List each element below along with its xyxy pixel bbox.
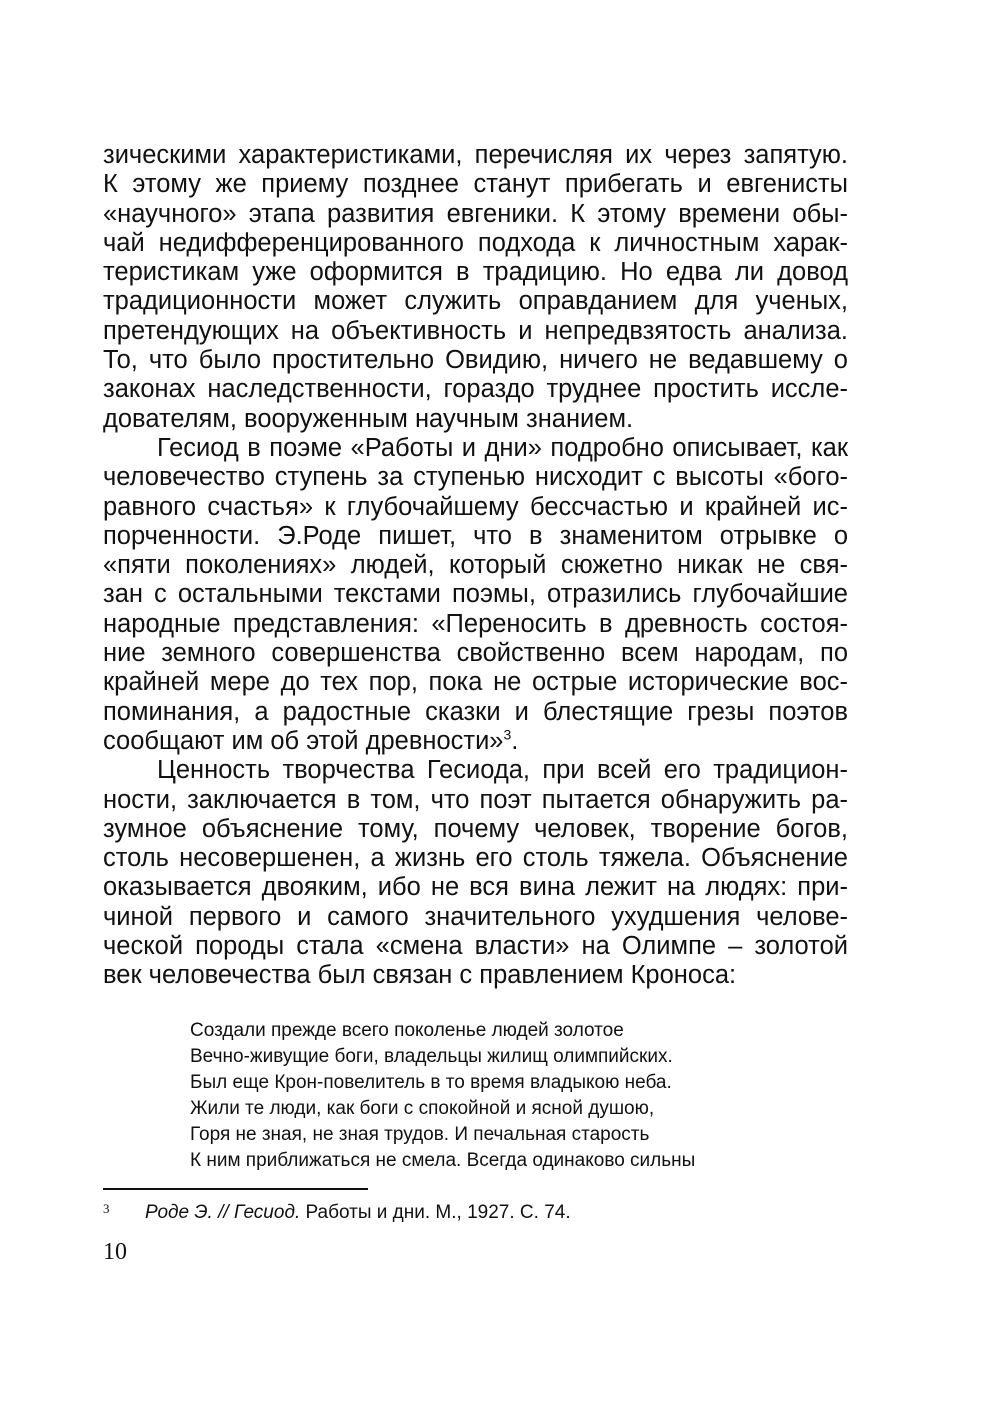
text-line: дователям, вооруженным научным знанием. [103,404,634,433]
text-line: ности, заключается в том, что поэт пытается обнаружить ра- [103,785,848,814]
text-line: век человечества был связан с правлением Кроноса: [103,961,737,990]
text-line: оказывается двояким, ибо не вся вина лежит на людях: при- [103,873,848,902]
verse-line: Был еще Крон-повелитель в то время владыкою неба. [190,1072,672,1093]
text-line: столь несовершенен, а жизнь его столь тяжела. Объяснение [103,844,848,873]
verse-line: К ним приближаться не смела. Всегда одинаково сильны [190,1150,696,1171]
text-line: порченности. Э.Роде пишет, что в знаменитом отрывке о [103,521,848,550]
text-line: поминания, а радостные сказки и блестящие грезы поэтов [103,697,848,726]
verse-quote [190,1018,790,1174]
text-line: Гесиод в поэме «Работы и дни» подробно описывает, как [157,433,848,462]
verse-line: Горя не зная, не зная трудов. И печальная старость [190,1124,650,1145]
text-line: ческой породы стала «смена власти» на Олимпе – золотой [103,932,848,961]
text-line: ние земного совершенства свойственно всем народам, по [103,639,848,668]
text-line: «научного» этапа развития евгеники. К этому времени обы- [103,199,848,228]
text-line: человечество ступень за ступенью нисходит с высоты «бого- [103,463,848,492]
text-line: крайней мере до тех пор, пока не острые исторические вос- [103,668,848,697]
verse-line: Вечно-живущие боги, владельцы жилищ олимпийских. [190,1046,673,1067]
text-line: чай недифференцированного подхода к личностным харак- [103,228,848,257]
text-line: законах наследственности, гораздо труднее простить иссле- [103,375,848,404]
main-text [103,141,848,991]
text-line: зическими характеристиками, перечисляя их через запятую. [103,141,848,169]
footnote-author: Роде Э. // Гесиод. [145,1202,301,1223]
footnote-text [145,1199,571,1227]
text-line [103,727,848,756]
text-line: теристикам уже оформится в традицию. Но едва ли довод [103,258,848,287]
text-line: равного счастья» к глубочайшему бессчастью и крайней ис- [103,492,848,521]
verse-line: Создали прежде всего поколенье людей золотое [190,1020,624,1041]
text-line: зан с остальными текстами поэмы, отразились глубочайшие [103,580,848,609]
footnote [103,1199,848,1227]
text-line: К этому же приему позднее станут прибегать и евгенисты [103,170,848,199]
text-line: зумное объяснение тому, почему человек, творение богов, [103,814,848,843]
footnote-reference: 3 [503,726,512,743]
text-line: претендующих на объективность и непредвзятость анализа. [103,316,848,345]
page-number: 10 [103,1239,127,1265]
footnote-divider [103,1188,368,1190]
text-line-content: сообщают им об этой древности» [103,726,504,755]
text-line: «пяти поколениях» людей, который сюжетно никак не свя- [103,551,848,580]
footnote-mark: 3 [103,1201,110,1216]
verse-line: Жили те люди, как боги с спокойной и ясной душою, [190,1098,655,1119]
text-line: чиной первого и самого значительного ухудшения челове- [103,902,848,931]
text-line: народные представления: «Переносить в древность состоя- [103,609,848,638]
text-line: То, что было простительно Овидию, ничего не ведавшему о [103,346,848,375]
text-line: Ценность творчества Гесиода, при всей его традицион- [157,756,848,785]
footnote-citation: Работы и дни. М., 1927. С. 74. [300,1202,571,1223]
text-line: традиционности может служить оправданием для ученых, [103,287,848,316]
text-line-end: . [511,726,519,755]
